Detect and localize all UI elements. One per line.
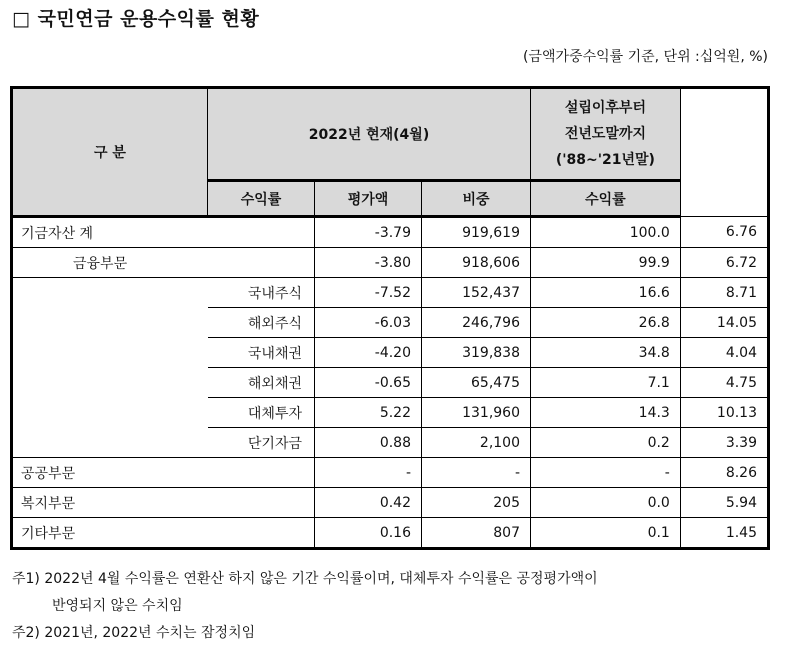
header-value: 평가액 — [315, 181, 422, 217]
value-cell: 918,606 — [422, 248, 531, 278]
value-cell: 319,838 — [422, 338, 531, 368]
header-since: 설립이후부터 전년도말까지 ('88~'21년말) — [531, 88, 681, 181]
return-cell: -3.80 — [315, 248, 422, 278]
since-return-cell: 5.94 — [680, 488, 768, 518]
table-row — [12, 488, 769, 518]
row-label: 국내채권 — [208, 338, 315, 368]
row-label: 기금자산 계 — [12, 217, 315, 248]
blank-cell — [12, 278, 208, 458]
header-share: 비중 — [422, 181, 531, 217]
unit-note: (금액가중수익률 기준, 단위 :십억원, %) — [523, 49, 768, 65]
value-cell: 807 — [422, 518, 531, 549]
return-cell: - — [315, 458, 422, 488]
header-return: 수익률 — [208, 181, 315, 217]
since-return-cell: 8.71 — [680, 278, 768, 308]
share-cell: 16.6 — [531, 278, 681, 308]
since-return-cell: 6.76 — [680, 217, 768, 248]
since-return-cell: 8.26 — [680, 458, 768, 488]
return-cell: -0.65 — [315, 368, 422, 398]
value-cell: 919,619 — [422, 217, 531, 248]
share-cell: 0.0 — [531, 488, 681, 518]
since-return-cell: 4.75 — [680, 368, 768, 398]
row-label: 공공부문 — [12, 458, 315, 488]
row-label: 단기자금 — [208, 428, 315, 458]
row-label: 해외주식 — [208, 308, 315, 338]
return-cell: -6.03 — [315, 308, 422, 338]
share-cell: 99.9 — [531, 248, 681, 278]
share-cell: 0.2 — [531, 428, 681, 458]
row-label: 복지부문 — [12, 488, 315, 518]
value-cell: 152,437 — [422, 278, 531, 308]
header-since-return: 수익률 — [531, 181, 681, 217]
return-cell: 0.88 — [315, 428, 422, 458]
footnote-1-cont: 반영되지 않은 수치임 — [52, 598, 183, 614]
since-return-cell: 1.45 — [680, 518, 768, 549]
return-cell: -7.52 — [315, 278, 422, 308]
since-return-cell: 3.39 — [680, 428, 768, 458]
share-cell: 26.8 — [531, 308, 681, 338]
value-cell: 131,960 — [422, 398, 531, 428]
row-label: 대체투자 — [208, 398, 315, 428]
footnotes — [12, 566, 598, 647]
share-cell: 14.3 — [531, 398, 681, 428]
row-label: 기타부문 — [12, 518, 315, 549]
footnote-1: 주1) 2022년 4월 수익률은 연환산 하지 않은 기간 수익률이며, 대체투자 수익률은 공정평가액이 — [12, 571, 598, 587]
since-return-cell: 10.13 — [680, 398, 768, 428]
footnote-2: 주2) 2021년, 2022년 수치는 잠정치임 — [12, 625, 256, 641]
return-cell: 0.42 — [315, 488, 422, 518]
share-cell: 0.1 — [531, 518, 681, 549]
share-cell: - — [531, 458, 681, 488]
table-row — [12, 458, 769, 488]
share-cell: 34.8 — [531, 338, 681, 368]
share-cell: 100.0 — [531, 217, 681, 248]
since-return-cell: 4.04 — [680, 338, 768, 368]
page-title: □ 국민연금 운용수익률 현황 — [12, 8, 260, 30]
header-category: 구 분 — [12, 88, 208, 217]
since-return-cell: 14.05 — [680, 308, 768, 338]
table-row — [12, 248, 769, 278]
return-cell: 0.16 — [315, 518, 422, 549]
since-return-cell: 6.72 — [680, 248, 768, 278]
table-row — [12, 217, 769, 248]
returns-table — [10, 86, 770, 550]
return-cell: 5.22 — [315, 398, 422, 428]
value-cell: 205 — [422, 488, 531, 518]
value-cell: 246,796 — [422, 308, 531, 338]
return-cell: -3.79 — [315, 217, 422, 248]
table-row — [12, 278, 769, 308]
table-row — [12, 518, 769, 549]
value-cell: 65,475 — [422, 368, 531, 398]
row-label: 금융부문 — [12, 248, 315, 278]
header-current: 2022년 현재(4월) — [208, 88, 531, 181]
row-label: 국내주식 — [208, 278, 315, 308]
value-cell: - — [422, 458, 531, 488]
value-cell: 2,100 — [422, 428, 531, 458]
return-cell: -4.20 — [315, 338, 422, 368]
row-label: 해외채권 — [208, 368, 315, 398]
share-cell: 7.1 — [531, 368, 681, 398]
